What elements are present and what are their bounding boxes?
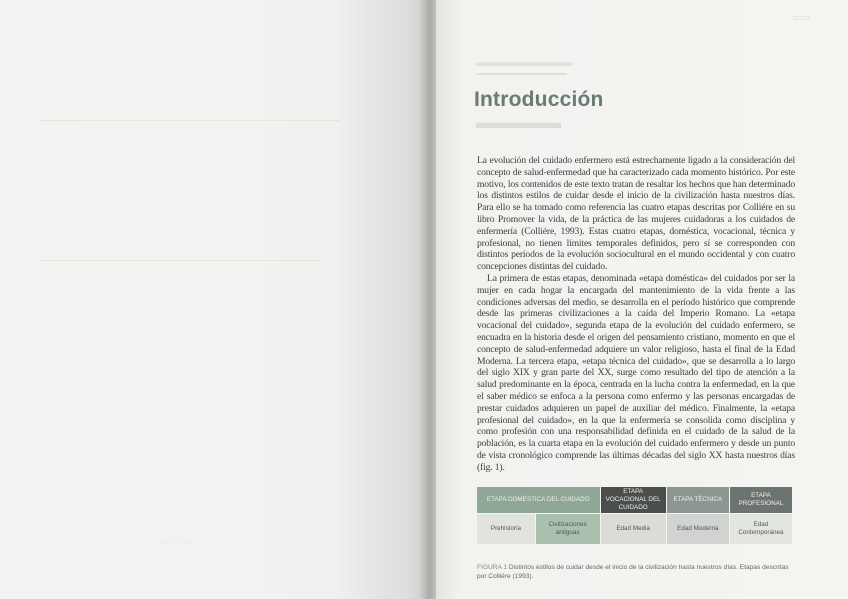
bleed-through-tab: ▭▭ bbox=[793, 12, 811, 22]
paragraph-1: La evolución del cuidado enfermero está estrechamente ligado a la consideración del concepto de salud-enfermedad que ha caracterizado cada momento histórico. Por este motivo, los contenidos de este texto tratan de resaltar los hechos que han determinado los distintos estilos de cuidar desde el inicio de la civilización hasta nuestros días. Para ello se ha tomado como referencia las cuatro etapas descritas por Colliére en su libro Promover la vida, de la práctica de las mujeres cuidadoras a los cuidados de enfermería (Colliére, 1993). Estas cuatro etapas, doméstica, vocacional, técnica y profesional, no tienen límites temporales definidos, pero sí se corresponden con distintos períodos de la evolución sociocultural en el mundo occidental y con cuatro concepciones distintas del cuidado. bbox=[477, 155, 795, 273]
page-title: Introducción bbox=[474, 88, 604, 111]
bleed-through-heading: ▬▬▬▬▬▬▬▬ bbox=[476, 55, 572, 69]
bleed-through-line bbox=[40, 120, 340, 121]
bleed-through-line bbox=[40, 260, 320, 261]
stage-professional: ETAPA PROFESIONAL bbox=[729, 487, 792, 514]
period-ancient-civilizations: Civilizaciones antiguas bbox=[535, 514, 600, 545]
paragraph-2: La primera de estas etapas, denominada «etapa doméstica» del cuidados por ser la mujer en cada hogar la encargada del mantenimiento de la vida frente a las condiciones adversas del medio, se desarrolla en el período histórico que comprende desde las primeras civilizaciones a la caída del Imperio Romano. La «etapa vocacional del cuidado», segunda etapa de la evolución del cuidado enfermero, se encuadra en la historia desde el origen del pensamiento cristiano, momento en que el concepto de salud-enfermedad adquiere un valor religioso, hasta el final de la Edad Moderna. La tercera etapa, «etapa técnica del cuidado», que se desarrolla a lo largo del siglo XIX y gran parte del XX, surge como resultado del tipo de atención a la salud predominante en la época, centrada en la lucha contra la enfermedad, en la que el saber médico se enfoca a la persona como enfermo y las personas encargadas de prestar cuidados adquieren un papel de auxiliar del médico. Finalmente, la «etapa profesional del cuidado», en la que la enfermería se consolida como disciplina y como profesión con una responsabilidad definida en el cuidado de la salud de la población, es la cuarta etapa en la evolución del cuidado enfermero y desde un punto de vista cronológico comprende las últimas décadas del siglo XX hasta nuestros días (fig. 1). bbox=[477, 272, 795, 473]
period-modern-age: Edad Moderna bbox=[666, 514, 729, 545]
figure-caption-text: Distintos estilos de cuidar desde el inicio de la civilización hasta nuestros días. Etapas descritas por Colliére (1993). bbox=[477, 564, 789, 580]
period-middle-ages: Edad Media bbox=[600, 514, 666, 545]
body-text bbox=[477, 155, 795, 474]
stage-domestic: ETAPA DOMÉSTICA DEL CUIDADO bbox=[477, 487, 600, 514]
stage-technical: ETAPA TÉCNICA bbox=[666, 487, 729, 514]
bleed-through-mark: · · · · · · bbox=[160, 538, 193, 547]
bleed-through-subheading: ▬▬▬▬▬▬▬▬▬▬▬▬▬ bbox=[476, 70, 567, 77]
figure-caption bbox=[477, 563, 795, 581]
stage-vocational: ETAPA VOCACIONAL DEL CUIDADO bbox=[600, 487, 666, 514]
stages-figure bbox=[477, 487, 793, 544]
bleed-through-title: ▬▬▬▬▬ bbox=[476, 113, 561, 132]
period-prehistory: Prehistoria bbox=[477, 514, 535, 545]
period-contemporary-age: Edad Contemporánea bbox=[729, 514, 792, 545]
figure-caption-label: FIGURA 1 bbox=[477, 564, 508, 571]
